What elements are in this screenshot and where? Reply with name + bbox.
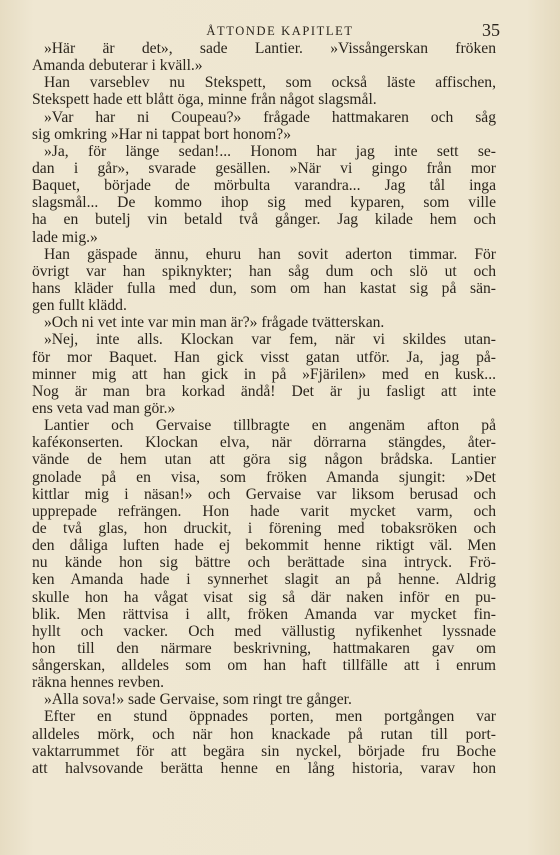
text-line: att halvsovande berätta henne en lång historia, varav hon: [32, 759, 496, 777]
text-line: vaktarrummet för att begära sin nyckel, började fru Boche: [32, 742, 496, 760]
text-line: kittlar mig i näsan!» och Gervaise var liksom berusad och: [32, 485, 496, 503]
text-line: Han varseblev nu Stekspett, som också läste affischen,: [44, 74, 496, 92]
text-line: »Alla sova!» sade Gervaise, som ringt tre gånger.: [44, 691, 352, 709]
text-line: Efter en stund öppnades porten, men portgången var: [44, 708, 496, 726]
text-line: blik. Men rättvisa i allt, fröken Amanda var mycket fin-: [32, 605, 496, 623]
text-line: nu kände hon sig bättre och berättade sina intryck. Frö-: [32, 554, 496, 572]
text-line: ens veta vad man gör.»: [32, 399, 176, 417]
text-line: för mor Baquet. Han gick visst gatan utför. Ja, jag på-: [32, 348, 496, 366]
text-line: gen fullt klädd.: [32, 297, 127, 315]
text-line: övrigt var han spiknykter; han såg dum och slö ut och: [32, 262, 496, 280]
text-line: dan i går», svarade gesällen. »När vi gingo från mor: [32, 159, 496, 177]
text-line: »Ja, för länge sedan!... Honom har jag inte sett se-: [44, 142, 496, 160]
text-line: ha en butelj vin betald två gånger. Jag kilade hem och: [32, 211, 496, 229]
text-line: Han gäspade ännu, ehuru han sovit aderton timmar. För: [44, 245, 496, 263]
text-line: Nog är man bra korkad ändå! Det är ju fasligt att inte: [32, 382, 496, 400]
text-line: Stekspett hade ett blått öga, minne från något slagsmål.: [32, 91, 377, 109]
text-line: kaféкonserten. Klockan elva, när dörrarna stängdes, åter-: [32, 434, 496, 452]
page-number: 35: [482, 20, 500, 40]
text-line: vände de hem utan att göra sig någon brådska. Lantier: [32, 451, 496, 469]
text-line: sig omkring »Har ni tappat bort honom?»: [32, 125, 291, 143]
text-line: skulle hon ha vågat visat sig så där naken inför en pu-: [32, 588, 496, 606]
text-line: slagsmål... De kommo ihop sig med kyparen, som ville: [32, 194, 496, 212]
text-line: »Nej, inte alls. Klockan var fem, när vi skildes utan-: [44, 331, 496, 349]
text-line: »Och ni vet inte var min man är?» frågade tvätterskan.: [44, 314, 385, 332]
text-line: hon till den närmare beskrivning, hattmakaren gav om: [32, 639, 496, 657]
text-line: sångerskan, alldeles som om han haft tillfälle att i enrum: [32, 657, 496, 675]
text-line: »Här är det», sade Lantier. »Vissångerskan fröken: [44, 40, 496, 57]
text-line: »Var har ni Coupeau?» frågade hattmakaren och såg: [44, 108, 496, 126]
text-line: Baquet, började de mörbulta varandra... Jag tål inga: [32, 177, 496, 195]
chapter-title: ÅTTONDE KAPITLET: [206, 24, 354, 38]
text-line: gnolade på en visa, som fröken Amanda sjungit: »Det: [32, 468, 496, 486]
text-line: Amanda debuterar i kväll.»: [32, 57, 203, 75]
text-line: hans kläder fulla med dun, som om han kastat sig på sän-: [32, 279, 496, 297]
text-line: hyllt och vacker. Och med vällustig nyfikenhet lyssnade: [32, 622, 496, 640]
text-line: upprepade refrängen. Hon hade varit mycket varm, och: [32, 502, 496, 520]
text-line: räkna hennes revben.: [32, 674, 165, 692]
text-line: den dåliga luften hade ej bekommit henne riktigt väl. Men: [32, 537, 496, 555]
body-text: [32, 40, 496, 777]
text-line: alldeles mörk, och när hon knackade på rutan till port-: [32, 725, 496, 743]
text-line: de två glas, hon druckit, i förening med tobaksröken och: [32, 519, 496, 537]
text-line: lade mig.»: [32, 228, 98, 246]
text-line: ken Amanda hade i synnerhet slagit an på henne. Aldrig: [32, 571, 496, 589]
text-line: minner mig att han gick in på »Fjärilen» med en kusk...: [32, 365, 496, 383]
text-line: Lantier och Gervaise tillbragte en angenäm afton på: [44, 417, 496, 435]
